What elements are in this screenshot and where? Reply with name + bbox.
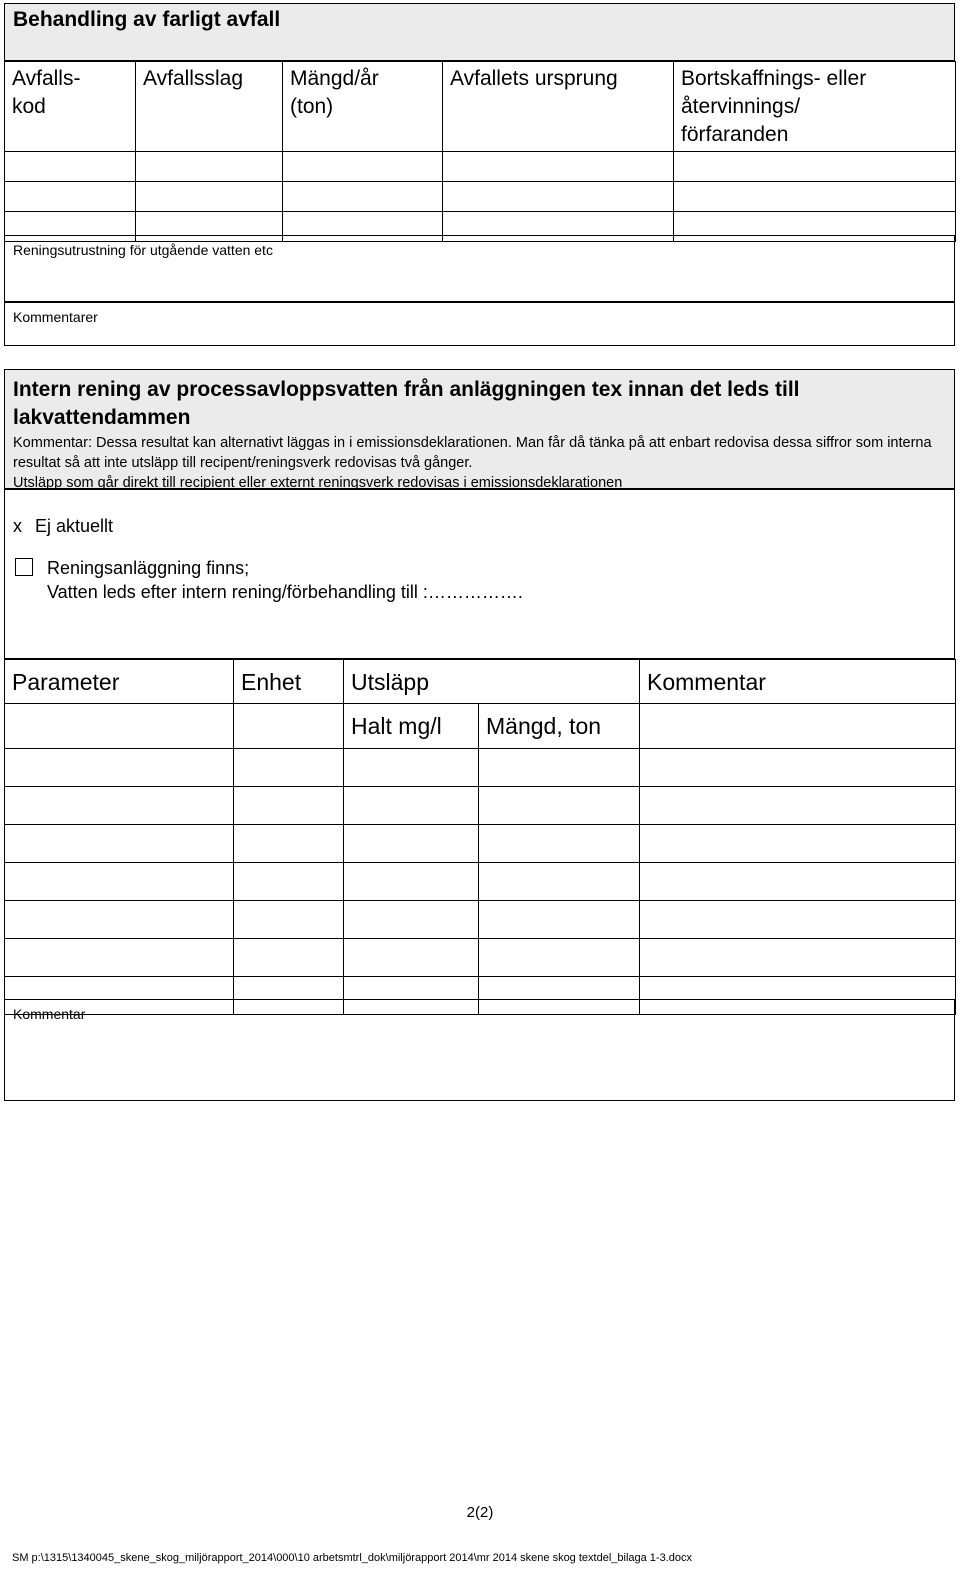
note-line: Utsläpp som går direkt till recipient eller externt reningsverk redovisas i emissionsdeklarationen [13,475,623,491]
col-header-waste-type: Avfallsslag [136,62,283,152]
footer-file-path: SM p:\1315\1340045_skene_skog_miljörapport_2014\000\10 arbetsmtrl_dok\miljörapport 2014\mr 2014 skene skog textdel_bilaga 1-3.docx [12,1552,692,1564]
table-cell[interactable] [344,939,479,977]
col-header-parameter: Parameter [5,660,234,704]
table-cell[interactable] [443,152,674,182]
col-header-origin: Avfallets ursprung [443,62,674,152]
comments-field[interactable] [4,302,955,346]
table-cell[interactable] [443,182,674,212]
table-cell[interactable] [479,939,640,977]
table-cell[interactable] [234,825,344,863]
table-cell[interactable] [234,939,344,977]
table-cell[interactable] [640,787,956,825]
table-row [5,749,956,787]
table-cell[interactable] [5,825,234,863]
equipment-label: Reningsutrustning för utgående vatten etc [13,242,273,258]
table-cell[interactable] [344,749,479,787]
option-treatment-exists[interactable] [13,556,523,604]
section-internal-treatment-header [4,369,955,489]
table-row [5,152,956,182]
table-header-row [5,62,956,152]
section-title-hazardous-waste: Behandling av farligt avfall [4,3,955,61]
table-cell[interactable] [283,182,443,212]
page-number: 2(2) [466,1504,494,1521]
table-cell[interactable] [640,825,956,863]
table-cell[interactable] [344,901,479,939]
table-row [5,182,956,212]
table-cell[interactable] [234,863,344,901]
table-subheader-row [5,704,956,749]
section-title-internal-treatment: Intern rening av processavloppsvatten från anläggningen tex innan det leds till lakvattendammen [13,378,800,429]
treatment-options [4,489,955,659]
table-cell[interactable] [479,749,640,787]
table-cell[interactable] [5,787,234,825]
checkbox-icon[interactable] [15,558,33,576]
option-treatment-exists-label [47,556,523,604]
option-not-applicable-mark: x [13,516,22,536]
table-cell [640,704,956,749]
col-header-concentration: Halt mg/l [344,704,479,749]
col-header-disposal: Bortskaffnings- eller återvinnings/ förfaranden [674,62,956,152]
col-header-comment: Kommentar [640,660,956,704]
comments-label: Kommentarer [13,309,98,325]
table-cell[interactable] [344,825,479,863]
table-cell[interactable] [674,152,956,182]
table-cell[interactable] [640,749,956,787]
option-line: Vatten leds efter intern rening/förbehandling till :……………. [47,582,523,602]
table-header-row [5,660,956,704]
table-cell[interactable] [344,787,479,825]
hazardous-waste-table [4,61,956,242]
table-cell[interactable] [674,182,956,212]
table-cell[interactable] [283,152,443,182]
table-row [5,787,956,825]
table-cell[interactable] [234,901,344,939]
table-cell[interactable] [479,825,640,863]
table-cell[interactable] [640,939,956,977]
table-cell[interactable] [234,749,344,787]
option-not-applicable[interactable] [13,514,113,538]
table-cell[interactable] [479,787,640,825]
table-cell[interactable] [5,863,234,901]
table-cell[interactable] [640,901,956,939]
table-row [5,863,956,901]
col-header-amount: Mängd/år (ton) [283,62,443,152]
table-row [5,825,956,863]
option-not-applicable-label: Ej aktuellt [35,516,114,536]
parameter-table [4,659,956,1015]
section-note [13,433,946,493]
table-cell[interactable] [479,901,640,939]
col-header-unit: Enhet [234,660,344,704]
table-row [5,939,956,977]
comment-label: Kommentar [13,1006,86,1022]
table-cell[interactable] [234,787,344,825]
table-cell[interactable] [5,939,234,977]
col-header-waste-code: Avfalls- kod [5,62,136,152]
table-row [5,901,956,939]
table-cell[interactable] [5,749,234,787]
table-cell[interactable] [136,152,283,182]
table-cell[interactable] [5,182,136,212]
table-cell[interactable] [640,863,956,901]
table-cell[interactable] [479,863,640,901]
col-header-emission: Utsläpp [344,660,640,704]
equipment-field[interactable] [4,235,955,302]
table-cell[interactable] [344,863,479,901]
comment-field[interactable] [4,999,955,1101]
option-line: Reningsanläggning finns; [47,558,250,578]
table-cell[interactable] [5,152,136,182]
col-header-amount-ton: Mängd, ton [479,704,640,749]
table-cell [234,704,344,749]
table-cell[interactable] [136,182,283,212]
note-line: Kommentar: Dessa resultat kan alternativt läggas in i emissionsdeklarationen. Man får då tänka på att enbart redovisa dessa siffror som interna resultat så att inte utsläpp till recipent/reningsverk redovisas två gånger. [13,435,932,471]
table-cell[interactable] [5,901,234,939]
table-cell [5,704,234,749]
